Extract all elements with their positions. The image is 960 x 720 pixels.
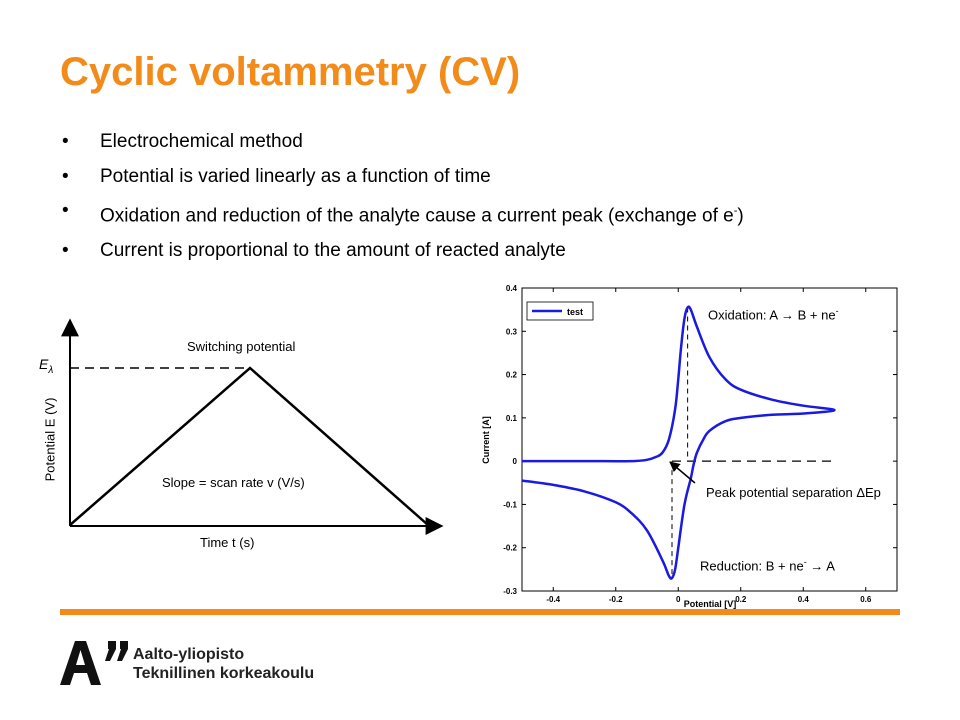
y-tick-label: 0.2	[505, 370, 517, 380]
x-axis-label: Potential [V]	[683, 599, 737, 609]
y-tick-label: 0.3	[505, 327, 517, 337]
bullet-item: • Current is proportional to the amount of reacted analyte	[60, 234, 744, 269]
logo-line-1: Aalto-yliopisto	[133, 646, 245, 663]
slide-title: Cyclic voltammetry (CV)	[60, 50, 521, 94]
x-tick-label: -0.2	[608, 595, 623, 604]
chart-frame	[522, 288, 897, 591]
oxidation-annotation: Oxidation: A → B + ne-	[708, 306, 839, 323]
switching-potential-label: Switching potential	[187, 339, 296, 354]
y-tick-label: 0	[512, 457, 517, 467]
electron-superscript: -	[733, 205, 738, 217]
bullet-list	[60, 125, 744, 268]
bullet-item: • Oxidation and reduction of the analyte cause a current peak (exchange of e-)	[60, 194, 744, 234]
x-tick-label: 0.4	[797, 595, 809, 604]
cv-curve	[522, 307, 835, 579]
aalto-logo	[60, 641, 130, 687]
bullet-item: • Potential is varied linearly as a function of time	[60, 160, 744, 195]
x-tick-label: 0.2	[735, 595, 747, 604]
x-tick-label: -0.4	[546, 595, 561, 604]
logo-line-2: Teknillinen korkeakoulu	[133, 665, 315, 682]
legend-label: test	[567, 307, 584, 317]
reduction-annotation: Reduction: B + ne- → A	[700, 557, 835, 574]
y-tick-label: 0.1	[505, 413, 517, 423]
x-tick-label: 0.6	[860, 595, 872, 604]
orange-divider	[60, 609, 900, 615]
y-axis-label: Current [A]	[481, 416, 491, 464]
potential-axis-label: Potential E (V)	[42, 397, 58, 482]
triangle-waveform	[70, 368, 428, 525]
logo-text	[133, 645, 314, 683]
slope-label: Slope = scan rate v (V/s)	[162, 475, 305, 490]
y-tick-label: -0.1	[503, 500, 517, 510]
y-tick-label: -0.2	[503, 543, 517, 553]
y-tick-label: -0.3	[503, 587, 517, 596]
bullet-item: • Electrochemical method	[60, 125, 744, 160]
time-axis-label: Time t (s)	[200, 535, 255, 550]
separation-annotation: Peak potential separation ΔEp	[706, 485, 881, 500]
cv-chart	[470, 280, 920, 610]
y-tick-label: 0.4	[505, 284, 517, 293]
x-tick-label: 0	[676, 595, 681, 604]
legend	[527, 302, 593, 320]
e-lambda-tick: $E_\lambda$	[39, 356, 54, 376]
